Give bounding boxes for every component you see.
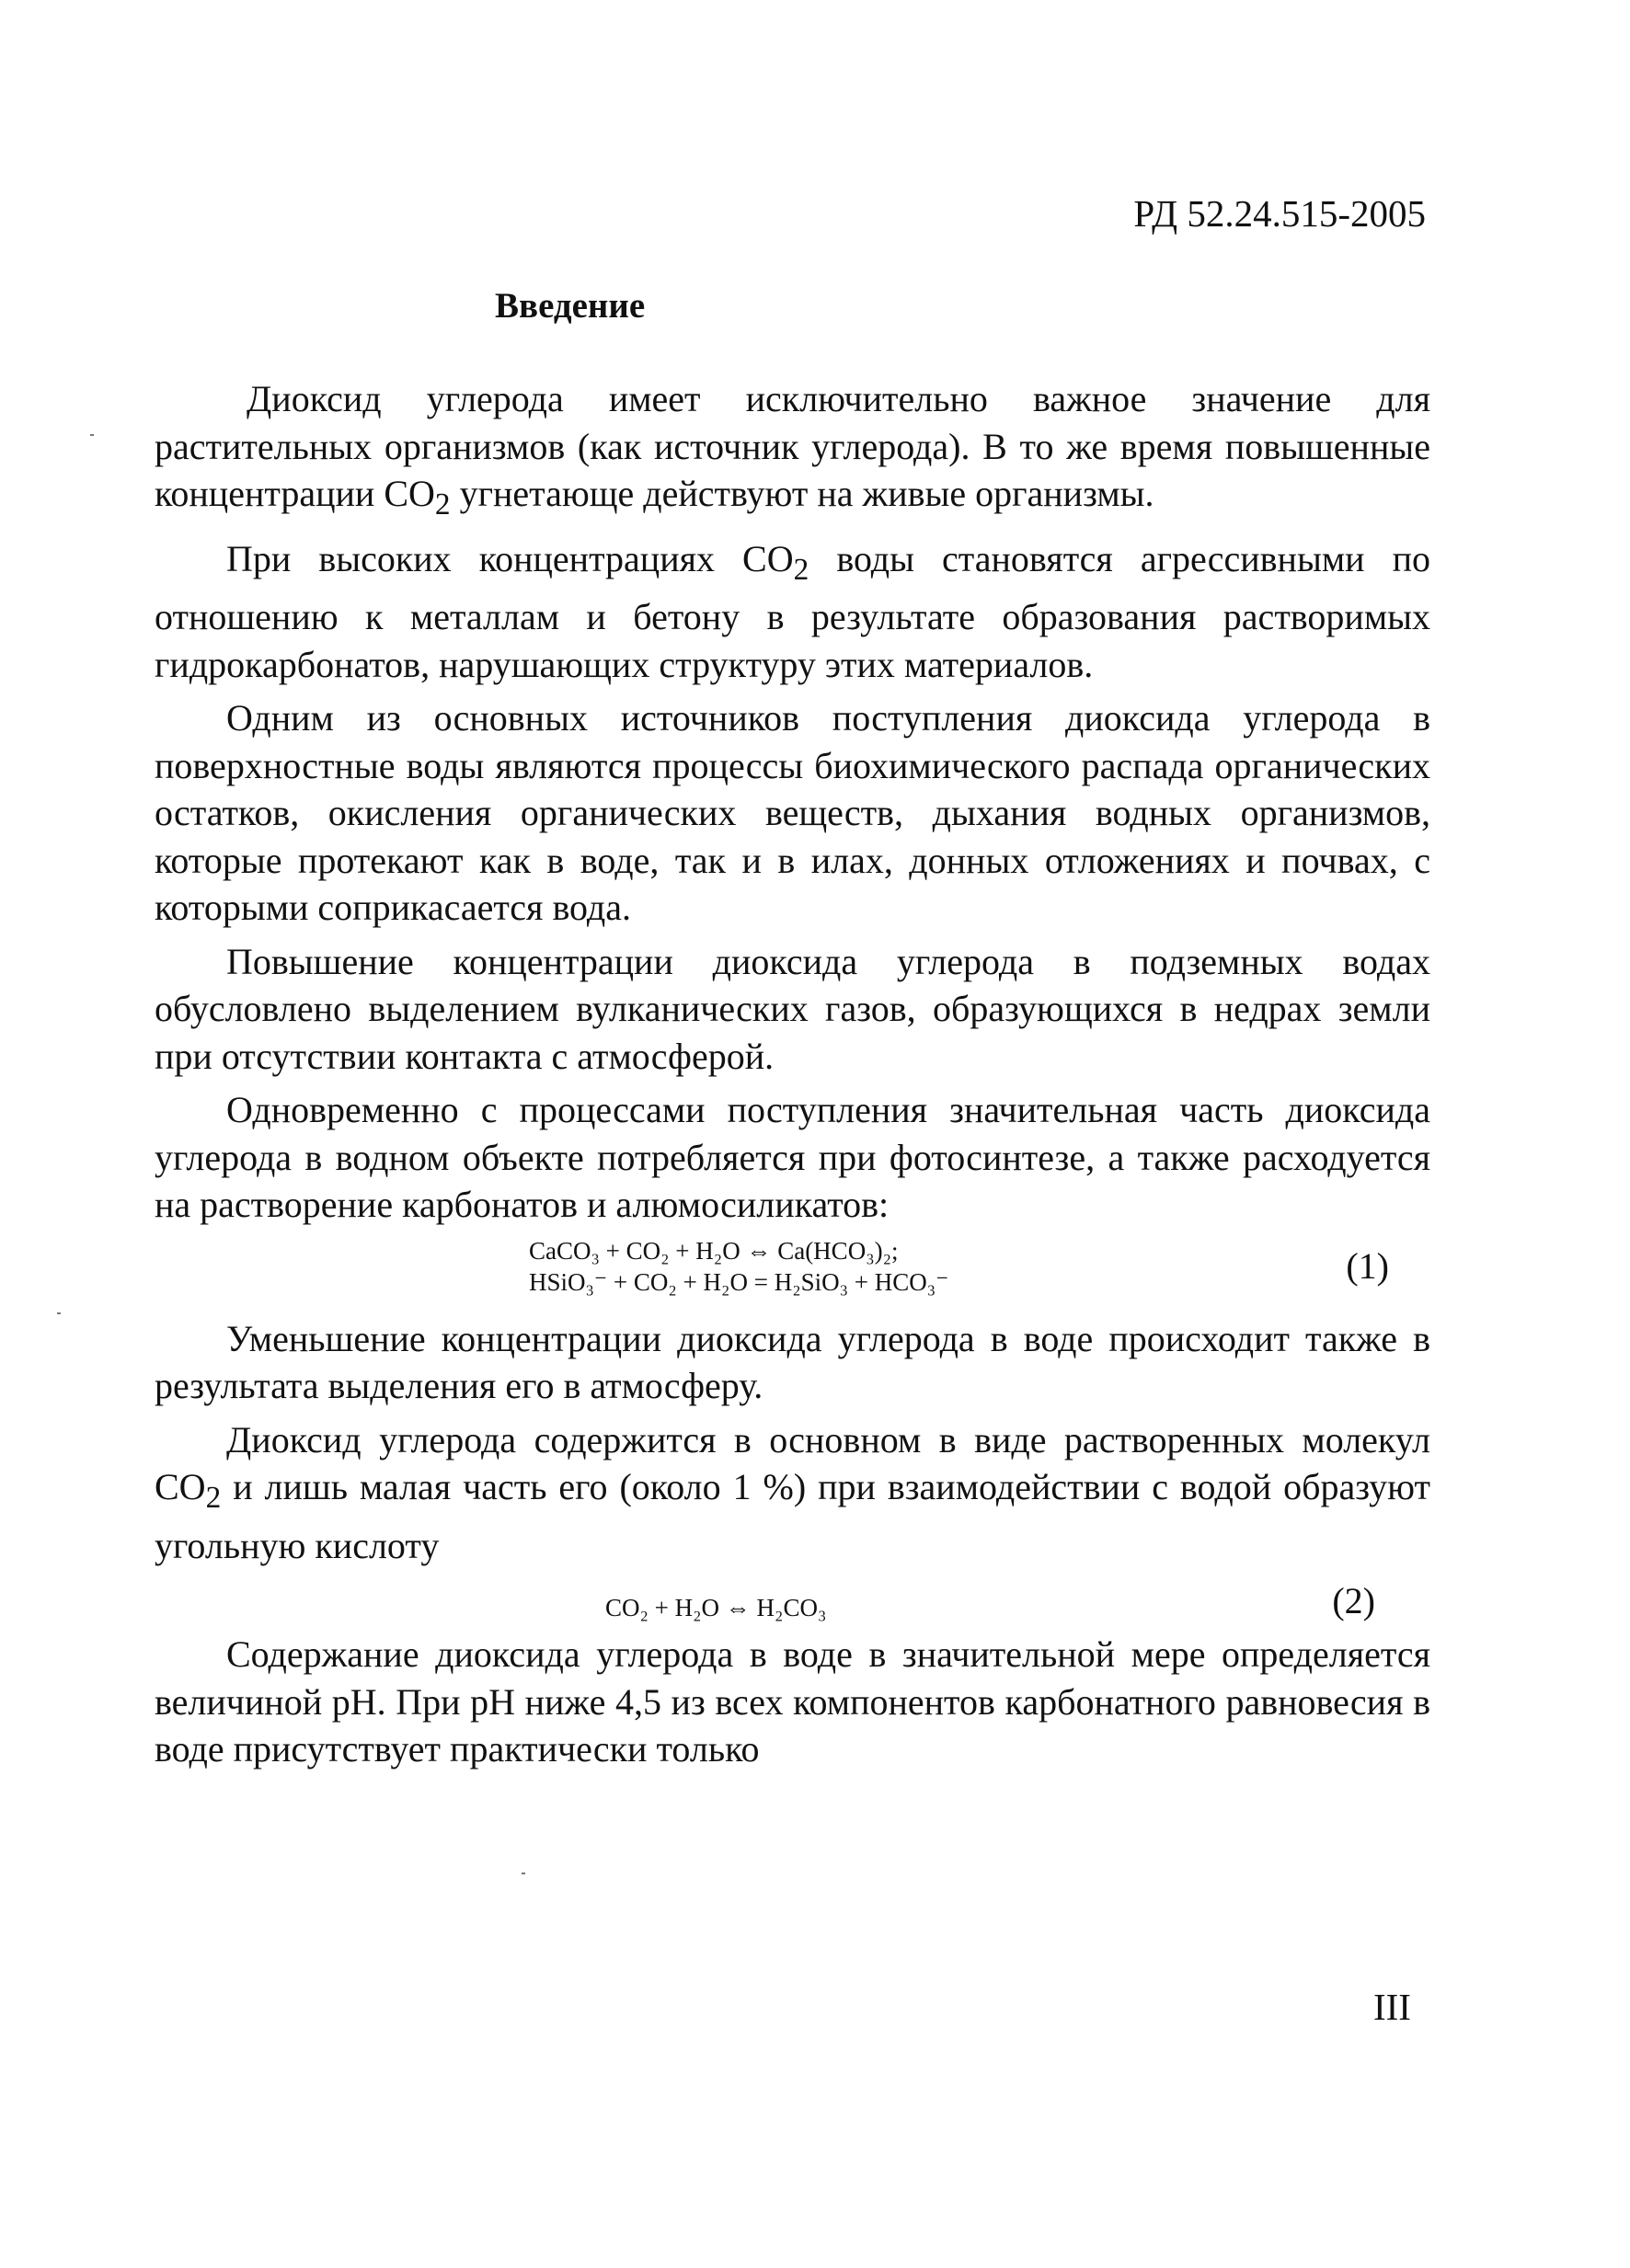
equation-1-formulas <box>529 1235 948 1298</box>
equation-2-number: (2) <box>1332 1580 1375 1621</box>
equation-1-number: (1) <box>1346 1244 1389 1287</box>
equation-1-line-1: CaCO₃ + CO₂ + H₂O ⇔ Ca(HCO₃)₂; <box>529 1236 899 1265</box>
equation-2 <box>155 1575 1430 1623</box>
scan-speck <box>57 1312 61 1314</box>
paragraph-1: Диоксид углерода имеет исключительно важное значение для растительных организмов (как источник углерода). В то же время повышенные концентрации $СО_2$ угнетающе действуют на живые организмы. <box>155 378 1430 521</box>
paragraph-5: Одновременно с процессами поступления значительная часть диоксида углерода в водном объекте потребляется при фотосинтезе, а также расходуется на растворение карбонатов и алюмосиликатов: <box>155 1089 1430 1225</box>
scan-speck <box>90 434 94 436</box>
equation-1 <box>155 1235 1430 1309</box>
paragraph-2: При высоких концентрациях $СО_2$ воды становятся агрессивными по отношению к металлам и бетону в результате образования растворимых гидрокарбонатов, нарушающих структуру этих материалов. <box>155 537 1430 685</box>
paragraph-8: Содержание диоксида углерода в воде в значительной мере определяется величиной рН. При рН ниже 4,5 из всех компонентов карбонатного равновесия в воде присутствует практически только <box>155 1633 1430 1770</box>
section-title: Введение <box>495 286 646 326</box>
paragraph-7: Диоксид углерода содержится в основном в виде растворенных молекул $СО_2$ и лишь малая часть его (около 1 %) при взаимодействии с водой образуют угольную кислоту <box>155 1418 1430 1566</box>
paragraph-3: Одним из основных источников поступления диоксида углерода в поверхностные воды являются процессы биохимического распада органических остатков, окисления органических веществ, дыхания водных организмов, которые протекают как в воде, так и в илах, донных отложениях и почвах, с которыми соприкасается вода. <box>155 697 1430 928</box>
paragraph-6: Уменьшение концентрации диоксида углерода в воде происходит также в результата выделения его в атмосферу. <box>155 1317 1430 1406</box>
document-code: РД 52.24.515-2005 <box>1133 192 1426 235</box>
equation-2-formula: CO₂ + H₂O ⇔ H₂CO₃ <box>605 1594 827 1621</box>
page-number: III <box>1373 1986 1411 2028</box>
body-text <box>155 375 1430 1780</box>
equation-1-line-2: HSiO₃⁻ + CO₂ + H₂O = H₂SiO₃ + HCO₃⁻ <box>529 1267 949 1296</box>
paragraph-4: Повышение концентрации диоксида углерода в подземных водах обусловлено выделением вулканических газов, образующихся в недрах земли при отсутствии контакта с атмосферой. <box>155 940 1430 1077</box>
scan-speck <box>522 1873 525 1874</box>
